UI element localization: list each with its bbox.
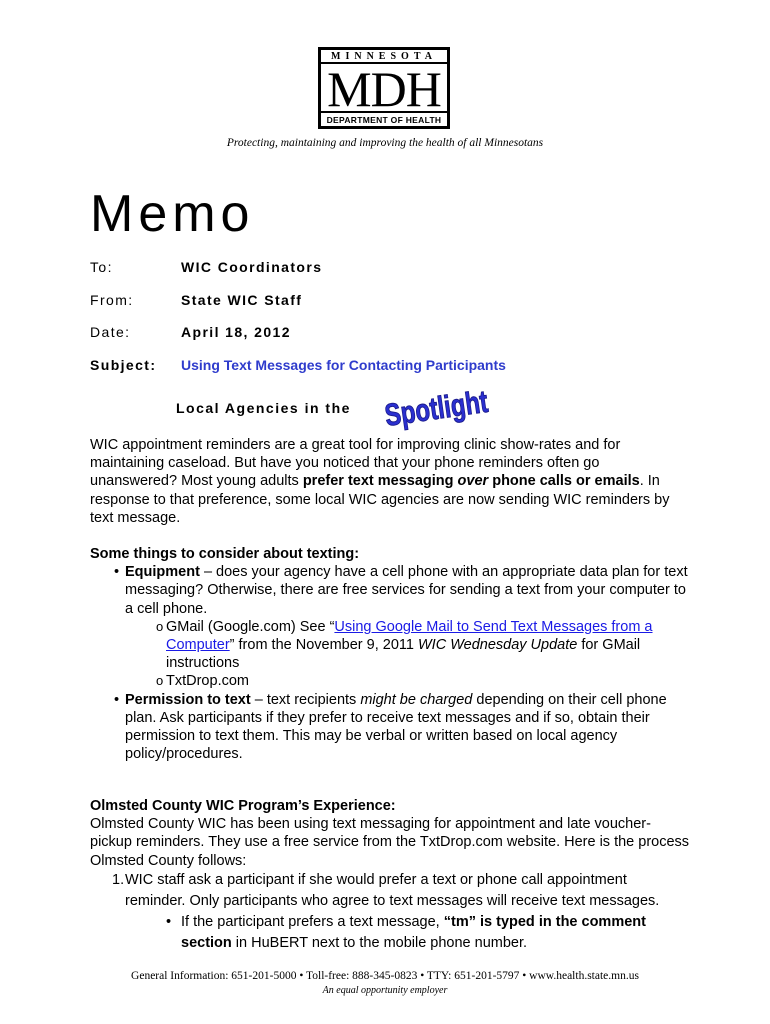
logo-dept: DEPARTMENT OF HEALTH	[321, 111, 447, 126]
step-1: 1. WIC staff ask a participant if she would prefer a text or phone call appointment reminder. Only participants who agree to text messages will receive text messages.	[112, 871, 660, 909]
footer-equal-opportunity: An equal opportunity employer	[322, 985, 448, 996]
footer-contact: General Information: 651-201-5000 • Toll-free: 888-345-0823 • TTY: 651-201-5797 • www.health.state.mn.us	[131, 970, 639, 982]
spotlight-lead: Local Agencies in the	[176, 400, 351, 416]
bullet-icon: •	[114, 564, 120, 581]
considerations-heading: Some things to consider about texting:	[90, 546, 360, 562]
to-value: WIC Coordinators	[181, 259, 323, 275]
bullet-icon: •	[166, 913, 172, 930]
date-value: April 18, 2012	[181, 324, 291, 340]
bullet-icon: •	[114, 691, 120, 708]
subject-value: Using Text Messages for Contacting Participants	[181, 357, 506, 373]
date-label: Date:	[90, 324, 131, 340]
tagline: Protecting, maintaining and improving the health of all Minnesotans	[226, 137, 544, 149]
mdh-logo	[318, 47, 450, 129]
gmail-guide-link[interactable]: Using Google Mail to Send Text Messages from a Computer	[166, 618, 653, 654]
circle-bullet-icon: o	[156, 673, 164, 689]
olmsted-text: Olmsted County WIC has been using text messaging for appointment and late voucher-pickup reminders. They use a free service from the TxtDrop.com website. Here is the process Olmsted County follows:	[90, 816, 690, 869]
spotlight-graphic	[380, 380, 491, 433]
memo-title: Memo	[90, 185, 255, 243]
gmail-item: o GMail (Google.com) See “Using Google Mail to Send Text Messages from a Computer” from the November 9, 2011 WIC Wednesday Update for GMail instructions	[156, 618, 653, 672]
step-1-subitem: • If the participant prefers a text message, “tm” is typed in the comment section in HuBERT next to the mobile phone number.	[166, 913, 646, 951]
olmsted-heading: Olmsted County WIC Program’s Experience:	[90, 798, 396, 814]
txtdrop-item: o TxtDrop.com	[156, 673, 249, 690]
subject-label: Subject:	[90, 357, 157, 373]
from-value: State WIC Staff	[181, 292, 303, 308]
considerations-section	[90, 545, 690, 763]
circle-bullet-icon: o	[156, 618, 164, 634]
to-label: To:	[90, 259, 113, 275]
from-label: From:	[90, 292, 134, 308]
olmsted-section	[90, 797, 690, 954]
logo-abbr: MDH	[327, 61, 441, 117]
step-number: 1.	[112, 871, 125, 888]
intro-paragraph: WIC appointment reminders are a great tool for improving clinic show-rates and for maintaining caseload. But have you noticed that your phone reminders often go unanswered? Most young adults prefer text messaging over phone calls or emails. In response to that preference, some local WIC agencies are now sending WIC reminders by text message.	[90, 437, 670, 526]
permission-item: • Permission to text – text recipients might be charged depending on their cell phone plan. Ask participants if they prefer to receive text messages and if so, obtain their permission to text them. This may be verbal or written based on local agency policy/procedures.	[114, 691, 667, 763]
spotlight-badge: Spotlight	[382, 383, 491, 433]
equipment-item: • Equipment – does your agency have a cell phone with an appropriate data plan for text messaging? Otherwise, there are free services for sending a text from your computer to a cell phone.	[114, 564, 688, 617]
logo-state: MINNESOTA	[321, 50, 447, 64]
